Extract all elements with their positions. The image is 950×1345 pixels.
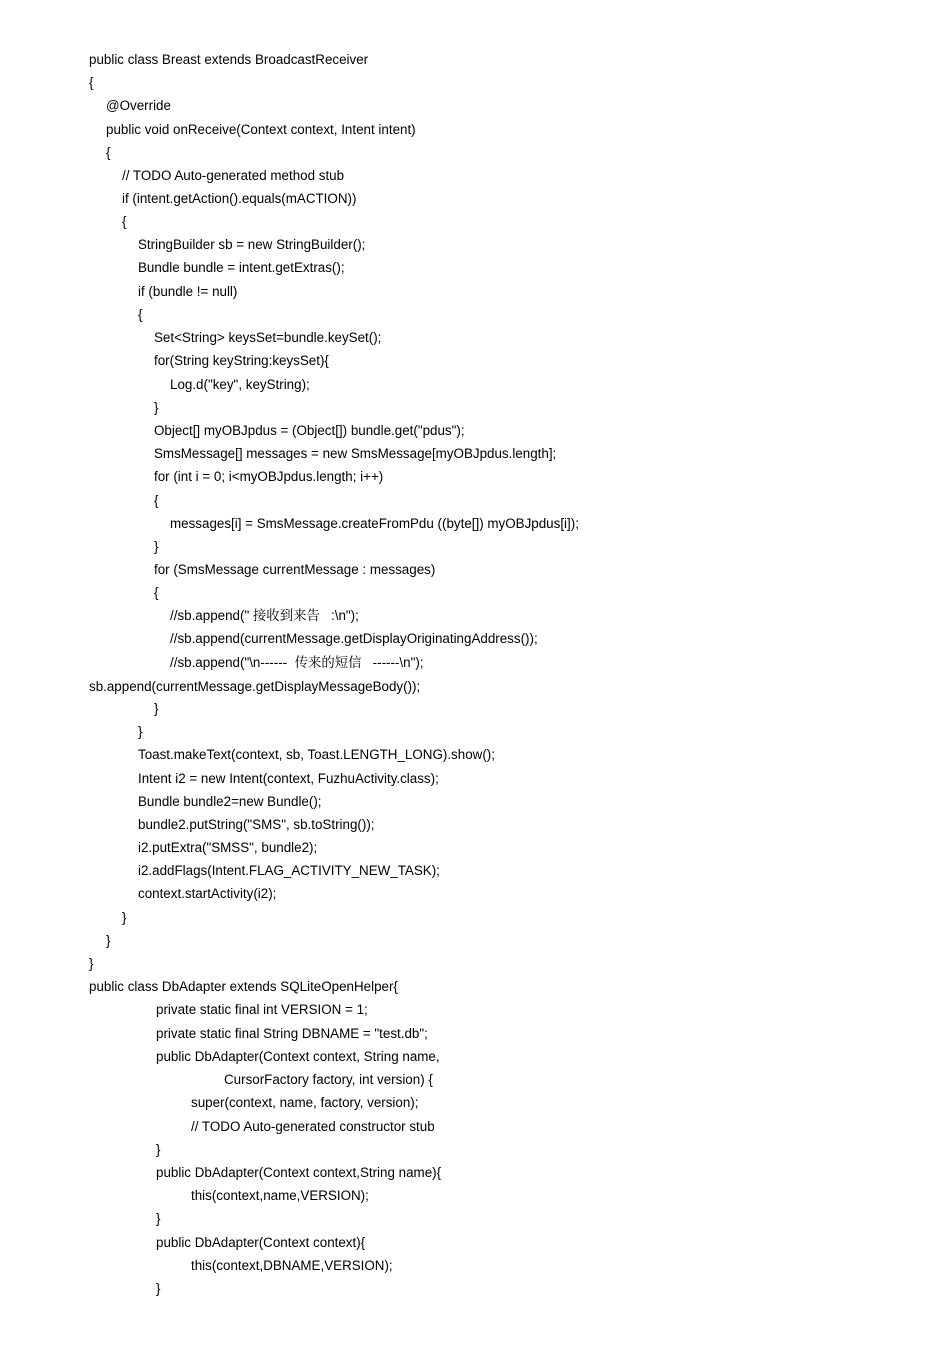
code-line: Toast.makeText(context, sb, Toast.LENGTH_LONG).show(); bbox=[138, 747, 495, 762]
code-line: sb.append(currentMessage.getDisplayMessageBody()); bbox=[89, 679, 421, 694]
code-line: i2.putExtra("SMSS", bundle2); bbox=[138, 840, 318, 855]
code-line: Intent i2 = new Intent(context, FuzhuActivity.class); bbox=[138, 771, 439, 786]
code-line: { bbox=[106, 145, 111, 160]
code-line: Log.d("key", keyString); bbox=[170, 377, 310, 392]
code-line: public DbAdapter(Context context,String name){ bbox=[156, 1165, 442, 1180]
code-line: //sb.append(currentMessage.getDisplayOriginatingAddress()); bbox=[170, 631, 538, 646]
code-line: Object[] myOBJpdus = (Object[]) bundle.get("pdus"); bbox=[154, 423, 465, 438]
code-line: super(context, name, factory, version); bbox=[191, 1095, 419, 1110]
code-line: private static final int VERSION = 1; bbox=[156, 1002, 368, 1017]
code-line: } bbox=[156, 1211, 161, 1226]
code-line: { bbox=[138, 307, 143, 322]
code-line: } bbox=[154, 701, 159, 716]
code-line: bundle2.putString("SMS", sb.toString()); bbox=[138, 817, 375, 832]
code-line: } bbox=[156, 1281, 161, 1296]
code-line: public class Breast extends BroadcastReceiver bbox=[89, 52, 369, 67]
code-line: SmsMessage[] messages = new SmsMessage[myOBJpdus.length]; bbox=[154, 446, 557, 461]
code-line: Set<String> keysSet=bundle.keySet(); bbox=[154, 330, 382, 345]
code-line: } bbox=[154, 539, 159, 554]
code-line: messages[i] = SmsMessage.createFromPdu ((byte[]) myOBJpdus[i]); bbox=[170, 516, 579, 531]
code-line: for (int i = 0; i<myOBJpdus.length; i++) bbox=[154, 469, 384, 484]
code-line: } bbox=[156, 1142, 161, 1157]
code-line: CursorFactory factory, int version) { bbox=[224, 1072, 433, 1087]
code-line: } bbox=[106, 933, 111, 948]
code-line: //sb.append(" 接收到来告 :\n"); bbox=[170, 608, 359, 623]
code-line: // TODO Auto-generated constructor stub bbox=[191, 1119, 435, 1134]
code-line: } bbox=[154, 400, 159, 415]
code-line: context.startActivity(i2); bbox=[138, 886, 277, 901]
code-line: { bbox=[89, 75, 94, 90]
code-line: } bbox=[138, 724, 143, 739]
code-line: public class DbAdapter extends SQLiteOpenHelper{ bbox=[89, 979, 398, 994]
code-line: public DbAdapter(Context context, String name, bbox=[156, 1049, 440, 1064]
code-line: } bbox=[89, 956, 94, 971]
code-line: { bbox=[154, 493, 159, 508]
code-line: this(context,DBNAME,VERSION); bbox=[191, 1258, 393, 1273]
code-line: if (intent.getAction().equals(mACTION)) bbox=[122, 191, 357, 206]
code-line: if (bundle != null) bbox=[138, 284, 238, 299]
code-line: } bbox=[122, 910, 127, 925]
code-line: Bundle bundle = intent.getExtras(); bbox=[138, 260, 345, 275]
code-line: private static final String DBNAME = "test.db"; bbox=[156, 1026, 428, 1041]
code-line: public DbAdapter(Context context){ bbox=[156, 1235, 366, 1250]
code-line: // TODO Auto-generated method stub bbox=[122, 168, 345, 183]
code-line: Bundle bundle2=new Bundle(); bbox=[138, 794, 322, 809]
code-line: //sb.append("\n------ 传来的短信 ------\n"); bbox=[170, 655, 424, 670]
code-line: { bbox=[122, 214, 127, 229]
code-line: { bbox=[154, 585, 159, 600]
code-line: for (SmsMessage currentMessage : messages) bbox=[154, 562, 436, 577]
code-line: public void onReceive(Context context, Intent intent) bbox=[106, 122, 416, 137]
code-line: this(context,name,VERSION); bbox=[191, 1188, 369, 1203]
code-line: i2.addFlags(Intent.FLAG_ACTIVITY_NEW_TASK); bbox=[138, 863, 440, 878]
code-line: for(String keyString:keysSet){ bbox=[154, 353, 329, 368]
code-line: StringBuilder sb = new StringBuilder(); bbox=[138, 237, 366, 252]
code-line: @Override bbox=[106, 98, 171, 113]
